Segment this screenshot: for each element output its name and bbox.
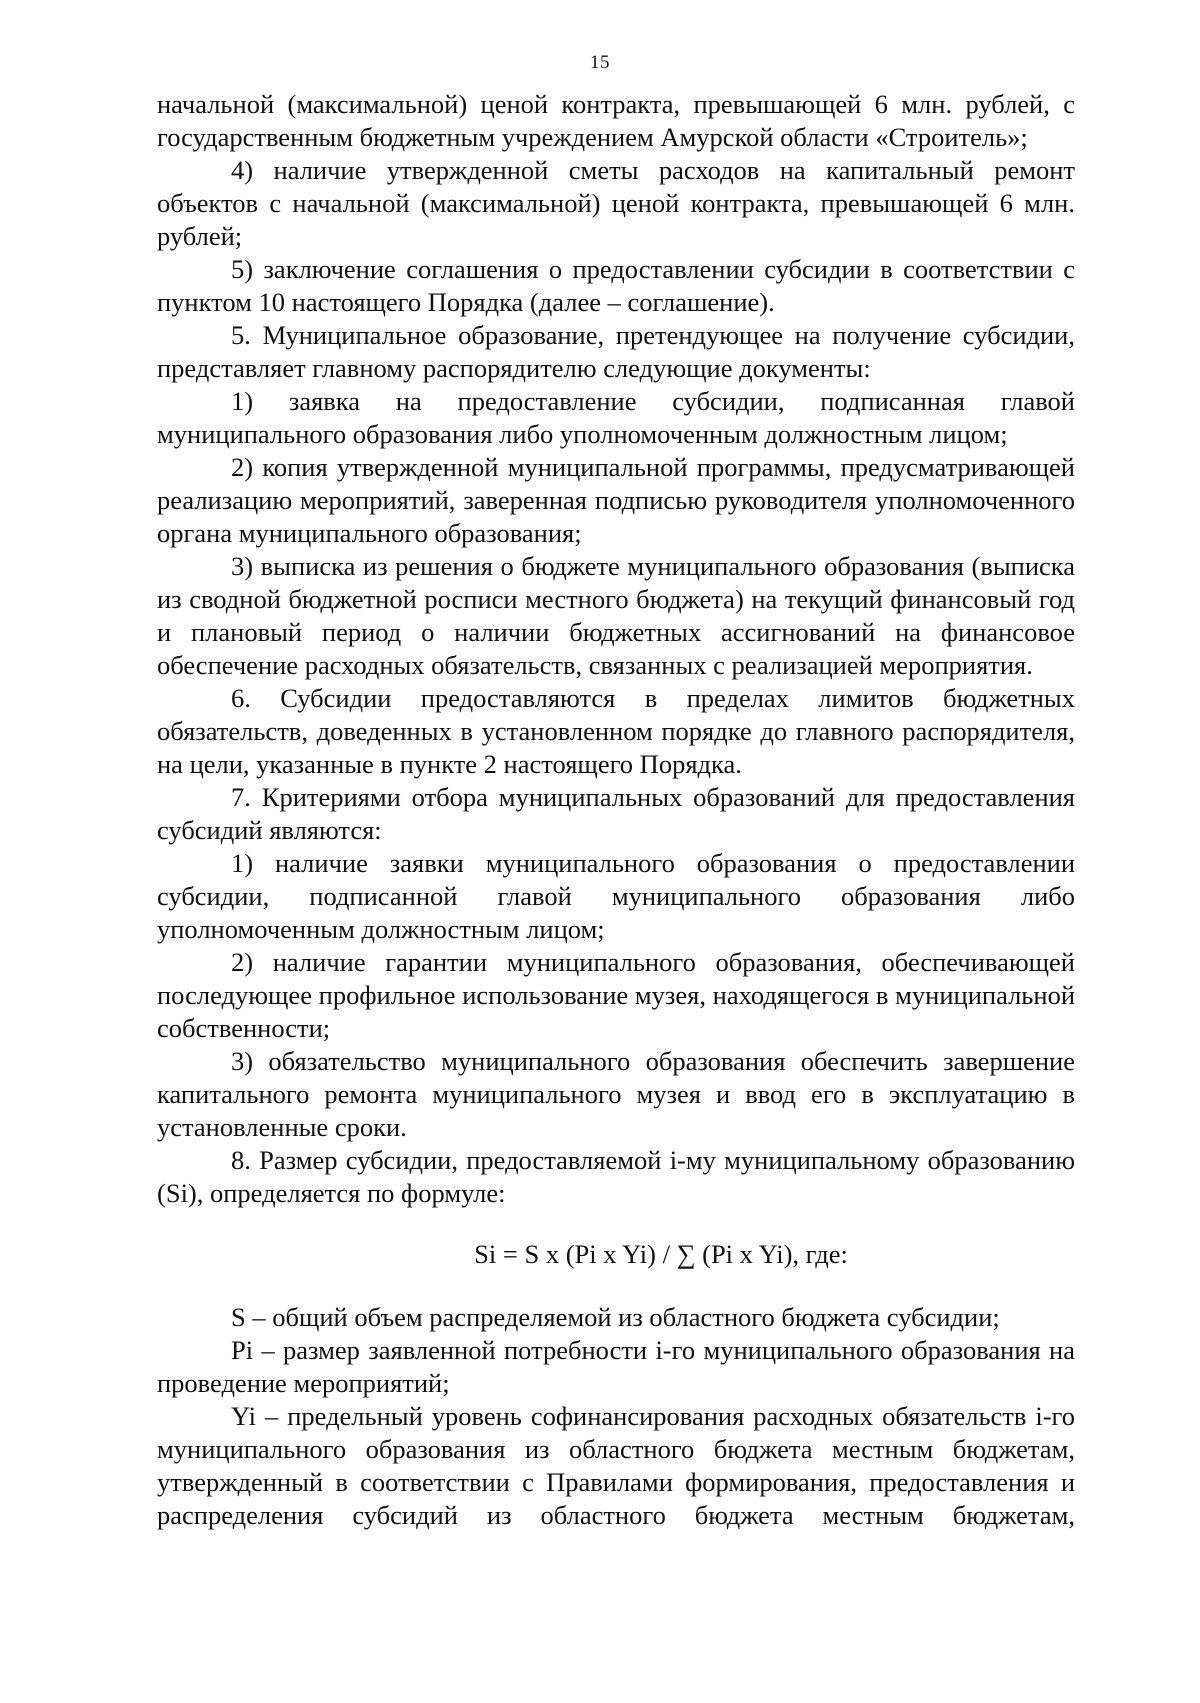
definition-yi: Yi – предельный уровень софинансирования расходных обязательств i-го муниципального образования из областного бюджета местным бюджетам, утвержденный в соответствии с Правилами формирования, предоставления и распределения субсидий из областного бюджета местным бюджетам, [157,1401,1075,1530]
paragraph-clause-7: 7. Критериями отбора муниципальных образований для предоставления субсидий являются: [157,782,1075,845]
paragraph-clause-5-item-1: 1) заявка на предоставление субсидии, подписанная главой муниципального образования либо уполномоченным должностным лицом; [157,386,1075,449]
paragraph-clause-5-item-2: 2) копия утвержденной муниципальной программы, предусматривающей реализацию мероприятий, заверенная подписью руководителя уполномоченного органа муниципального образования; [157,452,1075,548]
paragraph-clause-5-item-3: 3) выписка из решения о бюджете муниципального образования (выписка из сводной бюджетной росписи местного бюджета) на текущий финансовый год и плановый период о наличии бюджетных ассигнований на финансовое обеспечение расходных обязательств, связанных с реализацией мероприятия. [157,551,1075,680]
definition-s: S – общий объем распределяемой из областного бюджета субсидии; [231,1302,1000,1332]
paragraph-clause-5: 5. Муниципальное образование, претендующее на получение субсидии, представляет главному распорядителю следующие документы: [157,320,1075,383]
subsidy-formula: Si = S x (Pi x Yi) / ∑ (Pi x Yi), где: [474,1239,848,1269]
paragraph-clause-7-item-3: 3) обязательство муниципального образования обеспечить завершение капитального ремонта муниципального музея и ввод его в эксплуатацию в установленные сроки. [157,1046,1075,1142]
paragraph-clause-7-item-2: 2) наличие гарантии муниципального образования, обеспечивающей последующее профильное использование музея, находящегося в муниципальной собственности; [157,947,1075,1043]
page-number: 15 [590,52,610,73]
paragraph-item-5: 5) заключение соглашения о предоставлении субсидии в соответствии с пунктом 10 настоящего Порядка (далее – соглашение). [157,254,1075,317]
paragraph-clause-6: 6. Субсидии предоставляются в пределах лимитов бюджетных обязательств, доведенных в установленном порядке до главного распорядителя, на цели, указанные в пункте 2 настоящего Порядка. [157,683,1075,779]
document-body [157,88,1075,1532]
paragraph-clause-7-item-1: 1) наличие заявки муниципального образования о предоставлении субсидии, подписанной главой муниципального образования либо уполномоченным должностным лицом; [157,848,1075,944]
paragraph-item-4: 4) наличие утвержденной сметы расходов на капитальный ремонт объектов с начальной (максимальной) ценой контракта, превышающей 6 млн. рублей; [157,155,1075,251]
paragraph-continuation: начальной (максимальной) ценой контракта, превышающей 6 млн. рублей, с государственным бюджетным учреждением Амурской области «Строитель»; [157,89,1075,152]
definition-pi: Pi – размер заявленной потребности i-го муниципального образования на проведение мероприятий; [157,1335,1075,1398]
paragraph-clause-8: 8. Размер субсидии, предоставляемой i-му муниципальному образованию (Si), определяется по формуле: [157,1145,1075,1208]
